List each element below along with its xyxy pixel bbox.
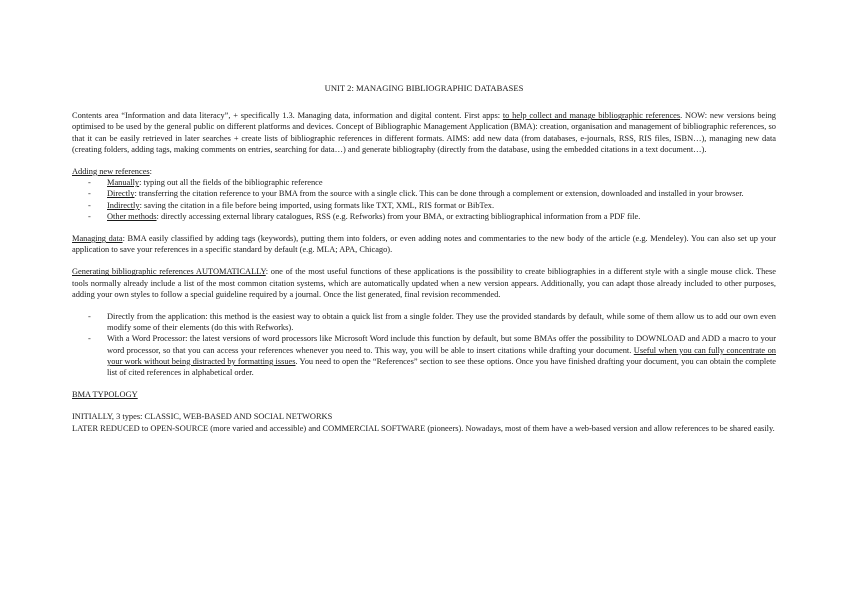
adding-heading-colon: : — [149, 167, 152, 177]
managing-text: : BMA easily classified by adding tags (keywords), putting them into folders, or even adding notes and commentaries to the new body of the article (e.g. Mendeley). You can also set up your application to save your references in a specific standard by default (e.g. MLA; APA, Chicago). — [72, 234, 776, 255]
item-label: Manually — [107, 178, 140, 188]
typology-line-1: INITIALLY, 3 types: CLASSIC, WEB-BASED AND SOCIAL NETWORKS — [72, 412, 333, 422]
intro-text-rest: . NOW: new versions being optimised to be used by the general public on different platforms and devices. Concept of Bibliographic Management Application (BMA): creation, organisation and management of bibliographic references, so that it can be easily retrieved in later searches + create lists of bibliographic references in different formats. AIMS: add new data (from databases, e-journals, RSS, RIS files, ISBN…), managing new data (creating folders, adding tags, making comments on entries, searching for data…) and generate bibliography (directly from the database, using the embedded citations in a text document…). — [72, 111, 776, 154]
generating-methods-list — [72, 311, 776, 378]
generating-references-paragraph — [72, 266, 776, 300]
item-text: With a Word Processor: the latest versions of word processors like Microsoft Word include this function by default, but some BMAs offer the possibility to DOWNLOAD and ADD a macro to your word processor, so that you can access your references whenever you need to. This way, you will be able to insert citations while drafting your document. — [107, 334, 776, 355]
item-label: Other methods — [107, 211, 157, 221]
adding-references-list — [72, 177, 776, 222]
list-item — [72, 333, 776, 378]
intro-paragraph — [72, 110, 776, 155]
item-text: : directly accessing external library catalogues, RSS (e.g. Refworks) from your BMA, or extracting bibliographical information from a PDF file. — [156, 211, 641, 221]
intro-text: Contents area “Information and data literacy”, + specifically 1.3. Managing data, information and digital content. First apps: — [72, 111, 503, 121]
page-title: UNIT 2: MANAGING BIBLIOGRAPHIC DATABASES — [324, 83, 524, 93]
item-underlined: Useful when you can fully concentrate on your work without being distracted by formatting issues — [107, 345, 776, 366]
list-item — [72, 211, 776, 222]
item-text: : transferring the citation reference to your BMA from the source with a single click. This can be done through a complement or extension, downloaded and installed in your browser. — [134, 189, 744, 199]
generating-text: : one of the most useful functions of these applications is the possibility to create bibliographies in a different style with a single mouse click. These tools normally already include a list of the most common citation systems, which are automatically updated when a new version appears. Additionally, you can adapt those already included to other purposes, adding your own styles to follow a special guideline required by a journal. Once the list generated, final revision recommended. — [72, 267, 776, 299]
item-text-rest: . You need to open the “References” section to see these options. Once you have finished drafting your document, you can obtain the complete list of cited references in alphabetical order. — [107, 356, 776, 378]
list-item — [72, 311, 776, 333]
managing-data-paragraph — [72, 233, 776, 255]
item-text: : saving the citation in a file before being imported, using formats like TXT, XML, RIS format or BibTex. — [139, 200, 495, 210]
managing-heading: Managing data — [72, 234, 123, 244]
adding-references-heading — [72, 166, 776, 177]
item-text: Directly from the application: this method is the easiest way to obtain a quick list from a single folder. They use the provided standards by default, while some of them allow us to add our own even modify some of their elements (do this with Refworks). — [107, 312, 776, 333]
list-item — [72, 177, 776, 188]
item-label: Directly — [107, 189, 135, 199]
intro-underlined: to help collect and manage bibliographic references — [502, 111, 681, 121]
list-item — [72, 188, 776, 199]
adding-heading-text: Adding new references — [72, 167, 150, 177]
typology-line-2: LATER REDUCED to OPEN-SOURCE (more varied and accessible) and COMMERCIAL SOFTWARE (pioneers). Nowadays, most of them have a web-based version and allow references to be shared easily. — [72, 423, 775, 433]
typology-heading — [72, 389, 776, 400]
generating-heading: Generating bibliographic references AUTOMATICALLY — [72, 267, 266, 277]
list-item — [72, 200, 776, 211]
item-text: : typing out all the fields of the bibliographic reference — [139, 178, 323, 188]
item-label: Indirectly — [107, 200, 140, 210]
typology-heading-text: BMA TYPOLOGY — [72, 390, 138, 400]
